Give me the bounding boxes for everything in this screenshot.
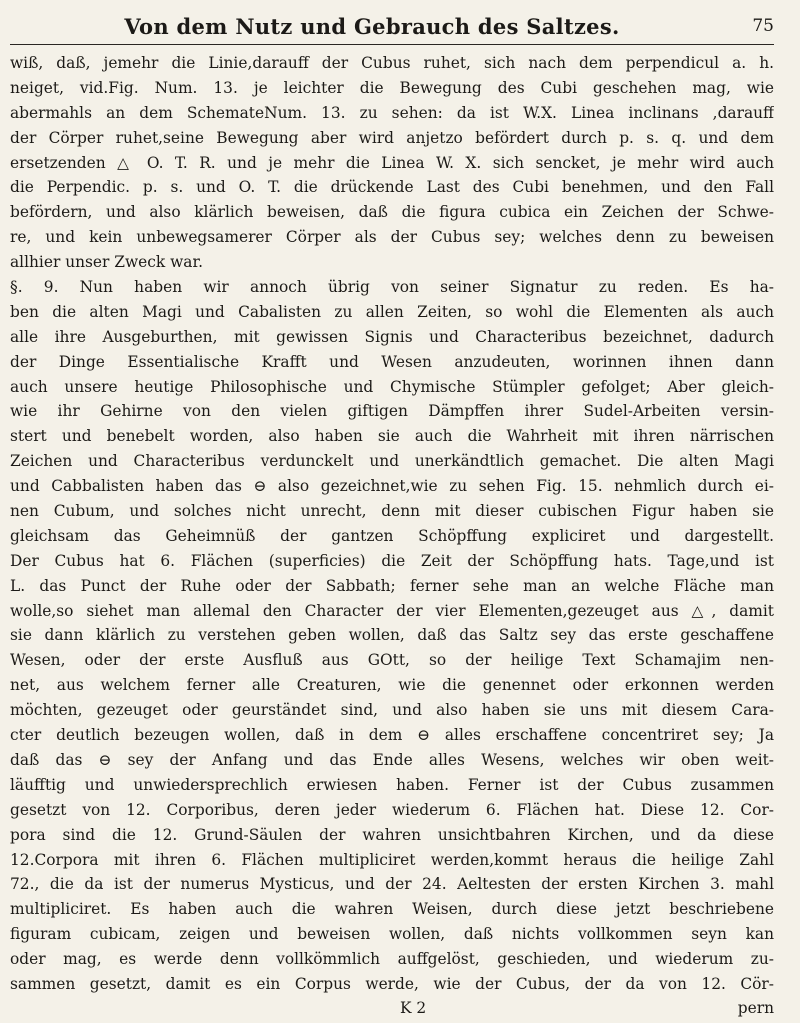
- running-head: [10, 14, 774, 45]
- text-line: der Dinge Essentialische Krafft und Wesen anzudeuten, worinnen ihnen dann: [10, 352, 774, 371]
- text-line: sie dann klärlich zu verstehen geben wollen, daß das Saltz sey das erste geschaffene: [10, 626, 774, 645]
- catchword: pern: [737, 998, 774, 1017]
- text-line: und Cabbalisten haben das ⊖ also gezeichnet,wie zu sehen Fig. 15. nehmlich durch ei-: [10, 477, 774, 496]
- text-line: L. das Punct der Ruhe oder der Sabbath; ferner sehe man an welche Fläche man: [10, 576, 774, 595]
- text-line: gesetzt von 12. Corporibus, deren jeder wiederum 6. Flächen hat. Diese 12. Cor-: [10, 800, 774, 819]
- text-line: Der Cubus hat 6. Flächen (superficies) die Zeit der Schöpffung hats. Tage,und ist: [10, 551, 774, 570]
- text-line: 72., die da ist der numerus Mysticus, und der 24. Aeltesten der ersten Kirchen 3. mahl: [10, 875, 774, 894]
- text-line: sammen gesetzt, damit es ein Corpus werde, wie der Cubus, der da von 12. Cör-: [10, 974, 774, 993]
- text-line: wiß, daß, jemehr die Linie,darauff der Cubus ruhet, sich nach dem perpendicul a. h.: [10, 54, 774, 72]
- text-line: neiget, vid.Fig. Num. 13. je leichter die Bewegung des Cubi geschehen mag, wie: [10, 78, 774, 97]
- text-line: befördern, und also klärlich beweisen, daß die figura cubica ein Zeichen der Schwe-: [10, 203, 774, 222]
- page-number: 75: [752, 16, 774, 36]
- text-line: wolle,so siehet man allemal den Character der vier Elementen,gezeuget aus △, damit: [10, 601, 774, 620]
- text-line: oder mag, es werde denn vollkömmlich auffgelöst, geschieden, und wiederum zu-: [10, 950, 774, 969]
- text-line: allhier unser Zweck war.: [10, 253, 204, 272]
- page-title: Von dem Nutz und Gebrauch des Saltzes.: [124, 14, 620, 39]
- page-footer: [10, 999, 774, 1023]
- text-line: figuram cubicam, zeigen und beweisen wollen, daß nichts vollkommen seyn kan: [10, 925, 774, 944]
- signature-mark: K 2: [400, 998, 427, 1017]
- text-line: läufftig und unwiedersprechlich erwiesen haben. Ferner ist der Cubus zusammen: [10, 775, 774, 794]
- text-line: cter deutlich bezeugen wollen, daß in dem ⊖ alles erschaffene concentriret sey; Ja: [10, 726, 774, 745]
- text-line: abermahls an dem SchemateNum. 13. zu sehen: da ist W.X. Linea inclinans ,darauff: [10, 103, 774, 122]
- text-line: §. 9. Nun haben wir annoch übrig von seiner Signatur zu reden. Es ha-: [10, 278, 774, 297]
- text-line: nen Cubum, und solches nicht unrecht, denn mit dieser cubischen Figur haben sie: [10, 502, 774, 521]
- text-line: net, aus welchem ferner alle Creaturen, wie die genennet oder erkonnen werden: [10, 676, 774, 695]
- text-line: wie ihr Gehirne von den vielen giftigen Dämpffen ihrer Sudel-Arbeiten versin-: [10, 402, 774, 421]
- text-line: gleichsam das Geheimnüß der gantzen Schöpffung expliciret und dargestellt.: [10, 526, 774, 545]
- text-line: auch unsere heutige Philosophische und Chymische Stümpler gefolget; Aber gleich-: [10, 377, 774, 396]
- text-line: die Perpendic. p. s. und O. T. die drückende Last des Cubi benehmen, und den Fall: [10, 178, 774, 197]
- text-line: stert und benebelt worden, also haben sie auch die Wahrheit mit ihren närrischen: [10, 427, 774, 446]
- text-line: möchten, gezeuget oder geurständet sind, und also haben sie uns mit diesem Cara-: [10, 701, 774, 720]
- text-line: alle ihre Ausgeburthen, mit gewissen Signis und Characteribus bezeichnet, dadurch: [10, 327, 774, 346]
- text-line: ben die alten Magi und Cabalisten zu allen Zeiten, so wohl die Elementen als auch: [10, 302, 774, 321]
- text-line: 12.Corpora mit ihren 6. Flächen multipliciret werden,kommt heraus die heilige Zahl: [10, 850, 774, 869]
- text-line: multipliciret. Es haben auch die wahren Weisen, durch diese jetzt beschriebene: [10, 900, 774, 919]
- text-body: [10, 51, 774, 997]
- text-line: ersetzenden △ O. T. R. und je mehr die Linea W. X. sich sencket, je mehr wird auch: [10, 153, 774, 172]
- text-line: Zeichen und Characteribus verdunckelt und unerkändtlich gemachet. Die alten Magi: [10, 452, 774, 471]
- text-line: pora sind die 12. Grund-Säulen der wahren unsichtbahren Kirchen, und da diese: [10, 825, 774, 844]
- text-line: Wesen, oder der erste Ausfluß aus GOtt, so der heilige Text Schamajim nen-: [10, 651, 774, 670]
- text-line: daß das ⊖ sey der Anfang und das Ende alles Wesens, welches wir oben weit-: [10, 750, 774, 769]
- text-line: re, und kein unbewegsamerer Cörper als der Cubus sey; welches denn zu beweisen: [10, 228, 774, 247]
- text-line: der Cörper ruhet,seine Bewegung aber wird anjetzo befördert durch p. s. q. und dem: [10, 128, 774, 147]
